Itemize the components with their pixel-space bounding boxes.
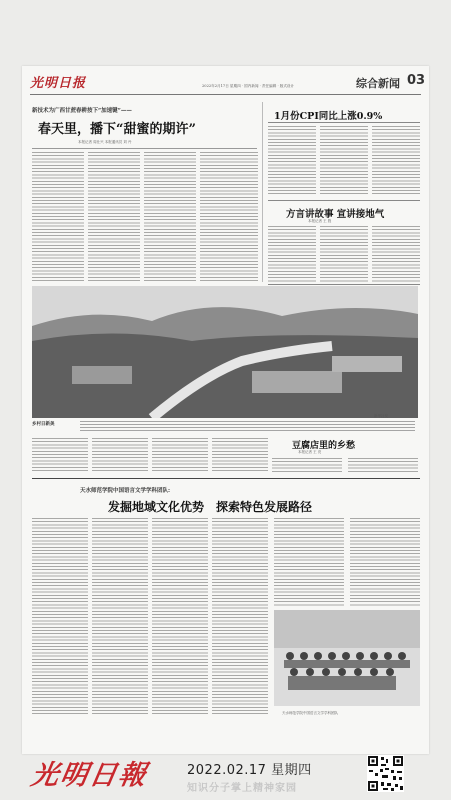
photo-credit: 新华社发 <box>374 414 388 418</box>
dialect-byline: 本报记者 王 胜 <box>308 219 332 223</box>
cpi-headline: 1月份CPI同比上涨0.9% <box>274 111 383 122</box>
essay-column-6 <box>348 458 418 472</box>
cpi-column-3 <box>372 126 420 196</box>
column-divider <box>262 102 263 282</box>
landscape-photo <box>32 286 418 418</box>
essay-column-1 <box>32 438 88 472</box>
bottom-rule <box>32 478 420 479</box>
issue-date: 2022.02.17 星期四 <box>187 763 312 778</box>
header-rule <box>30 94 421 95</box>
group-photo-caption: 天水师范学院中国语言文学学科团队 <box>282 711 338 715</box>
slogan: 知识分子掌上精神家园 <box>187 783 297 794</box>
cpi-column-1 <box>268 126 316 196</box>
bottom-column-2 <box>92 518 148 714</box>
photo-tag: 乡村日新美 <box>32 422 55 427</box>
dialect-headline: 方言讲故事 宣讲接地气 <box>286 209 385 220</box>
group-photo <box>274 610 420 706</box>
newspaper-page <box>22 66 429 754</box>
lead-byline: 本报记者 周仕兴 本报通讯员 刘 丹 <box>78 140 132 144</box>
qr-pattern <box>367 755 404 792</box>
essay-column-2 <box>92 438 148 472</box>
newspaper-logo: 光明日報 <box>28 760 151 791</box>
header-meta: 2022年2月17日 星期四 · 国内新闻 · 责任编辑 · 版式设计 <box>202 84 295 88</box>
page-header <box>22 66 429 96</box>
cpi-rule <box>268 122 420 123</box>
bottom-kicker: 天水师范学院中国语言文学学科团队: <box>80 488 171 494</box>
landscape-illustration <box>32 286 418 418</box>
cpi-column-2 <box>320 126 368 196</box>
bottom-column-4 <box>212 518 268 714</box>
lead-column-3 <box>144 152 196 282</box>
essay-column-5 <box>272 458 342 472</box>
bottom-column-3 <box>152 518 208 714</box>
dialect-rule-top <box>268 200 420 201</box>
essay-column-4 <box>212 438 268 472</box>
essay-rule <box>268 284 420 285</box>
dialect-column-1 <box>268 226 316 282</box>
lead-column-1 <box>32 152 84 282</box>
bottom-headline: 发掘地域文化优势 探索特色发展路径 <box>108 500 313 514</box>
dialect-column-2 <box>320 226 368 282</box>
lead-column-4 <box>200 152 258 282</box>
bottom-column-1 <box>32 518 88 714</box>
masthead-small: 光明日报 <box>30 76 87 91</box>
essay-column-3 <box>152 438 208 472</box>
group-illustration <box>274 610 420 706</box>
bottom-column-6 <box>350 518 420 606</box>
essay-headline: 豆腐店里的乡愁 <box>292 441 356 451</box>
page-number: 03 <box>407 73 426 88</box>
lead-kicker: 新技术为广西甘蔗春耕按下“加速键”—— <box>32 108 132 114</box>
lead-headline: 春天里，播下“甜蜜的期许” <box>38 122 196 137</box>
photo-caption <box>80 421 415 433</box>
lead-rule <box>32 148 257 149</box>
lead-column-2 <box>88 152 140 282</box>
bottom-column-5 <box>274 518 344 606</box>
section-title: 综合新闻 <box>356 77 400 90</box>
dialect-column-3 <box>372 226 420 282</box>
essay-byline: 本报记者 王 亮 <box>298 450 322 454</box>
qr-code[interactable] <box>367 755 404 792</box>
